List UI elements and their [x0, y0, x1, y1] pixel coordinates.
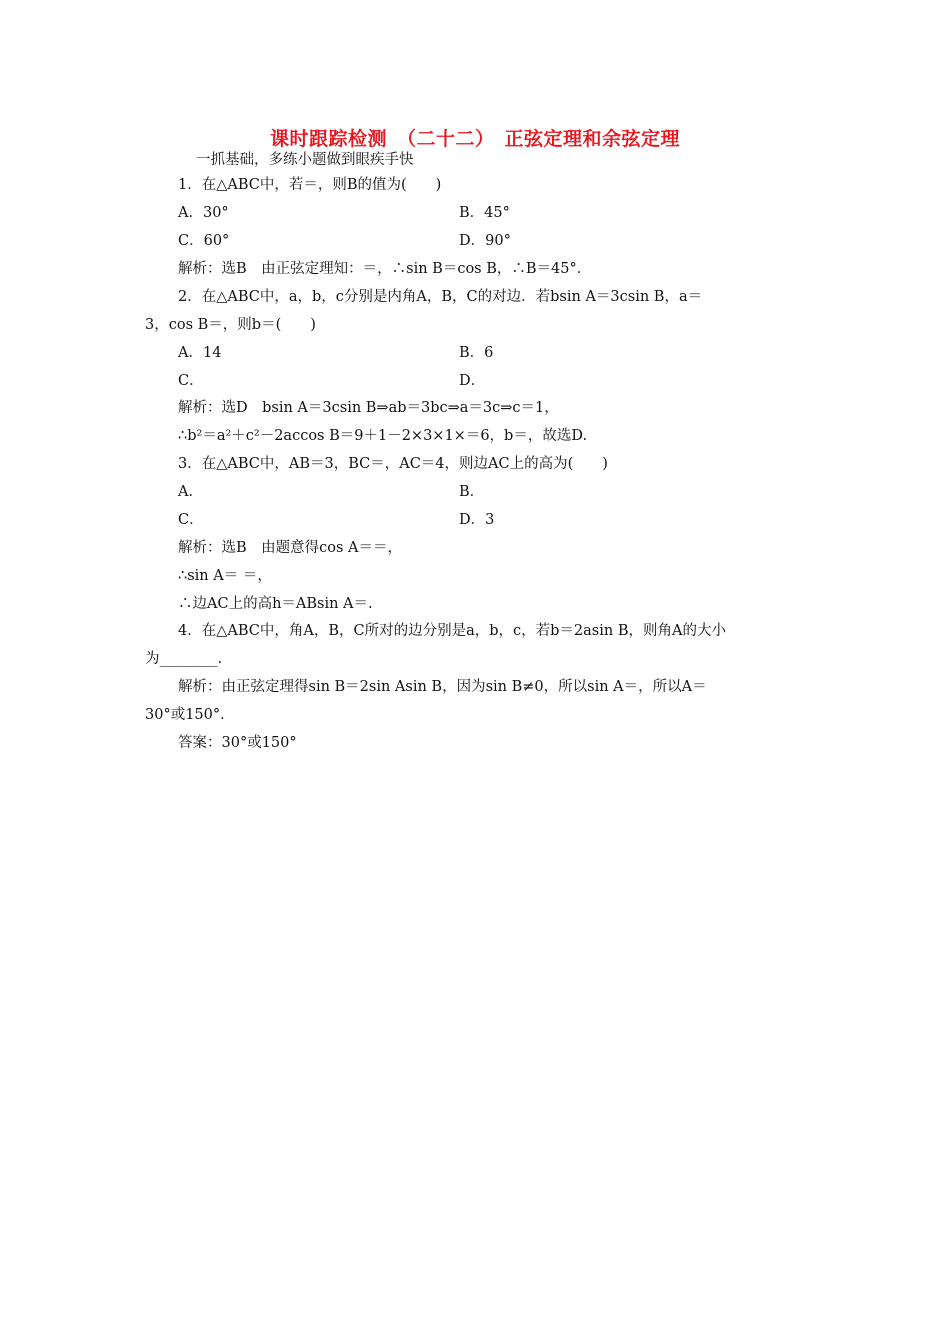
q2-analysis-line2: ∴b²＝a²＋c²－2accos B＝9＋1－2×3×1×＝6，b＝，故选D. — [178, 428, 588, 444]
q3-analysis-line1: 解析：选B 由题意得cos A＝＝， — [178, 540, 403, 556]
q2-stem-line2: 3，cos B＝，则b＝( ) — [145, 317, 316, 333]
q3-stem: 3．在△ABC中，AB＝3，BC＝，AC＝4，则边AC上的高为( ) — [178, 456, 608, 472]
q1-option-b: B．45° — [459, 205, 510, 221]
q4-answer: 答案：30°或150° — [178, 735, 297, 751]
q2-option-b: B．6 — [459, 345, 494, 361]
q4-stem-line1: 4．在△ABC中，角A，B，C所对的边分别是a，b，c，若b＝2asin B，则角A的大小 — [178, 623, 726, 639]
q1-analysis: 解析：选B 由正弦定理知：＝，∴sin B＝cos B，∴B＝45°． — [178, 261, 592, 277]
q2-option-d: D． — [459, 373, 486, 389]
q1-option-a: A．30° — [178, 205, 229, 221]
q2-stem-line1: 2．在△ABC中，a，b，c分别是内角A，B，C的对边．若bsin A＝3csin B，a＝ — [178, 289, 703, 305]
q3-analysis-line3: ∴边AC上的高h＝ABsin A＝. — [178, 596, 373, 612]
q3-analysis-line2: ∴sin A＝ ＝， — [178, 568, 272, 584]
q3-option-a: A． — [178, 484, 203, 500]
q1-option-c: C．60° — [178, 233, 230, 249]
q4-analysis-line2: 30°或150°． — [145, 707, 235, 723]
q4-analysis-line1: 解析：由正弦定理得sin B＝2sin Asin B，因为sin B≠0，所以sin A＝，所以A＝ — [178, 679, 707, 695]
q1-stem: 1．在△ABC中，若＝，则B的值为( ) — [178, 177, 442, 193]
q2-option-a: A．14 — [178, 345, 222, 361]
q3-option-c: C． — [178, 512, 204, 528]
q2-analysis-line1: 解析：选D bsin A＝3csin B⇒ab＝3bc⇒a＝3c⇒c＝1， — [178, 400, 559, 416]
q4-stem-line2: 为________. — [145, 651, 223, 667]
q2-option-c: C． — [178, 373, 204, 389]
q3-option-d: D．3 — [459, 512, 495, 528]
q1-option-d: D．90° — [459, 233, 511, 249]
q3-option-b: B． — [459, 484, 485, 500]
page-title: 课时跟踪检测 （二十二） 正弦定理和余弦定理 — [269, 128, 680, 150]
section-subtitle: 一抓基础，多练小题做到眼疾手快 — [196, 152, 414, 168]
